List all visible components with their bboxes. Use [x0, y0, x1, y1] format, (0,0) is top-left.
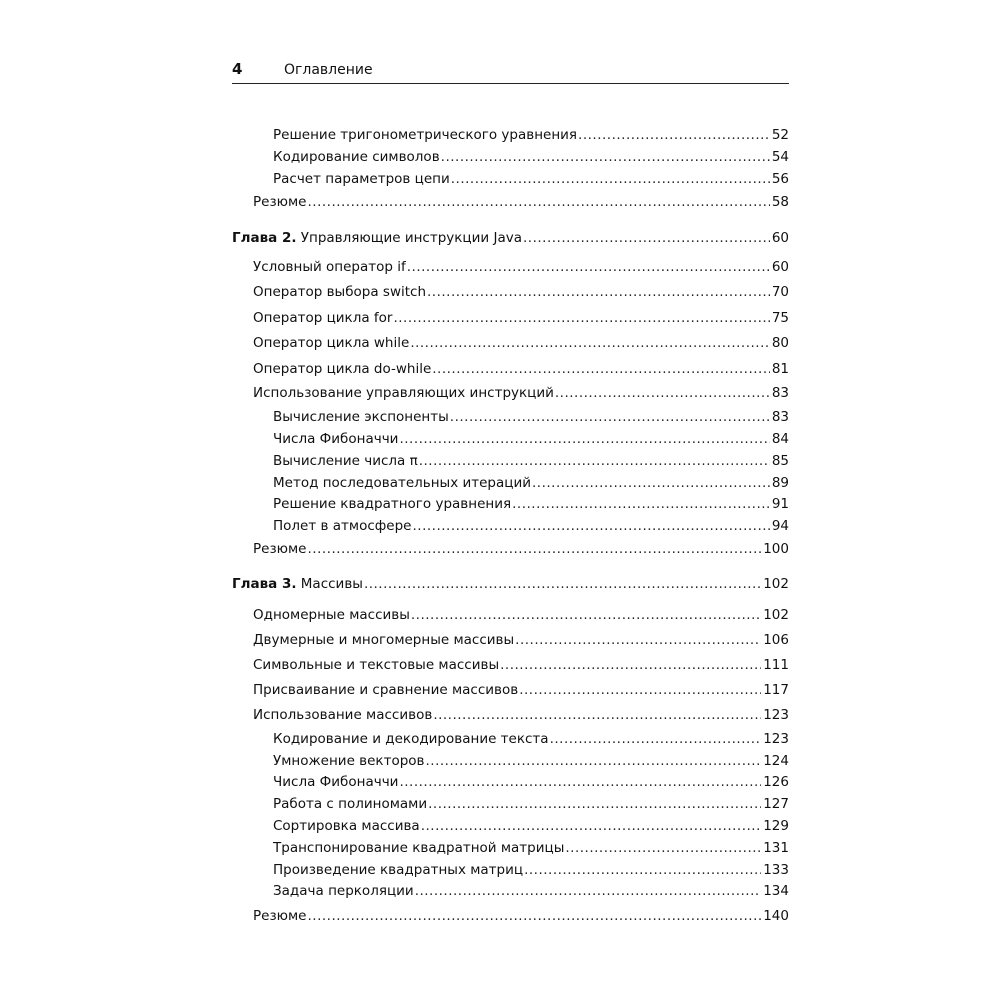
dot-leader [433, 707, 761, 723]
dot-leader [550, 731, 762, 747]
toc-entry-page: 89 [771, 475, 789, 491]
toc-entry-title: Символьные и текстовые массивы [253, 657, 500, 673]
toc-entry [232, 284, 789, 300]
toc-entry [232, 496, 789, 512]
toc-entry-label [273, 796, 428, 812]
dot-leader [578, 127, 770, 143]
page-number: 4 [232, 60, 243, 78]
toc-entry-page: 56 [771, 171, 789, 187]
dot-leader [532, 475, 770, 491]
toc-entry [232, 818, 789, 834]
toc-entry-title: Работа с полиномами [273, 796, 428, 812]
toc-entry-label [253, 335, 410, 351]
toc-entry-label [253, 259, 407, 275]
toc-entry-label [253, 361, 432, 377]
toc-entry-title: Сортировка массива [273, 818, 420, 834]
toc-entry [232, 883, 789, 899]
chapter-number: Глава 2. [232, 230, 297, 246]
toc-entry-title: Произведение квадратных матриц [273, 862, 524, 878]
dot-leader [555, 385, 770, 401]
toc-entry-title: Двумерные и многомерные массивы [253, 632, 515, 648]
dot-leader [428, 796, 761, 812]
toc-entry-label [253, 632, 515, 648]
dot-leader [451, 171, 770, 187]
toc-entry-label [273, 453, 419, 469]
toc-entry-page: 102 [763, 576, 789, 592]
toc-entry-title: Кодирование и декодирование текста [273, 731, 549, 747]
toc-entry-label [273, 149, 441, 165]
dot-leader [421, 818, 762, 834]
toc-entry-label [273, 475, 532, 491]
toc-entry-title: Расчет параметров цепи [273, 171, 450, 187]
toc-entry-label [232, 230, 523, 246]
toc-entry [232, 475, 789, 491]
toc-entry-label [273, 753, 426, 769]
dot-leader [519, 682, 761, 698]
dot-leader [512, 496, 770, 512]
toc-entry-title: Вычисление экспоненты [273, 409, 449, 425]
dot-leader [411, 607, 761, 623]
toc-entry-title: Оператор выбора switch [253, 284, 427, 300]
dot-leader [524, 862, 761, 878]
toc-entry-page: 70 [771, 284, 789, 300]
toc-entry-label [253, 194, 307, 210]
toc-entry-label [253, 385, 555, 401]
toc-entry-page: 123 [763, 707, 789, 723]
toc-entry-title: Одномерные массивы [253, 607, 410, 623]
dot-leader [419, 453, 770, 469]
toc-entry-page: 117 [763, 682, 789, 698]
toc-entry-label [273, 127, 578, 143]
toc-entry-title: Числа Фибоначчи [273, 431, 399, 447]
toc-entry-page: 58 [771, 194, 789, 210]
toc-entry-title: Управляющие инструкции Java [300, 230, 522, 246]
toc-entry-page: 75 [771, 310, 789, 326]
dot-leader [426, 753, 762, 769]
toc-entry-page: 111 [763, 657, 789, 673]
toc-entry-page: 124 [763, 753, 789, 769]
toc-entry-title: Кодирование символов [273, 149, 440, 165]
toc-entry-label [253, 908, 307, 924]
toc-entry [232, 127, 789, 143]
toc-entry-page: 140 [763, 908, 789, 924]
toc-entry-label [273, 171, 451, 187]
toc-entry [232, 753, 789, 769]
toc-entry [232, 774, 789, 790]
dot-leader [399, 774, 761, 790]
toc-entry [232, 518, 789, 534]
toc-entry-label [273, 883, 415, 899]
toc-entry [232, 731, 789, 747]
toc-entry-label [273, 496, 512, 512]
toc-entry-page: 91 [771, 496, 789, 512]
toc-entry [232, 335, 789, 351]
toc-entry-title: Решение квадратного уравнения [273, 496, 512, 512]
toc-entry-label [253, 707, 433, 723]
toc-entry-label [273, 409, 450, 425]
toc-entry-label [273, 774, 399, 790]
toc-entry-title: Оператор цикла for [253, 310, 393, 326]
toc-entry-title: Умножение векторов [273, 753, 425, 769]
toc-entry-page: 106 [763, 632, 789, 648]
toc-entry-page: 102 [763, 607, 789, 623]
dot-leader [515, 632, 761, 648]
toc-entry [232, 259, 789, 275]
toc-entry-title: Условный оператор if [253, 259, 406, 275]
toc-entry-label [253, 310, 393, 326]
toc-entry [232, 632, 789, 648]
toc-entry [232, 385, 789, 401]
chapter-number: Глава 3. [232, 576, 297, 592]
toc-entry-page: 84 [771, 431, 789, 447]
toc-entry-title: Задача перколяции [273, 883, 414, 899]
dot-leader [565, 840, 761, 856]
dot-leader [450, 409, 770, 425]
dot-leader [364, 576, 761, 592]
dot-leader [523, 230, 770, 246]
toc-page [232, 60, 789, 924]
dot-leader [415, 883, 762, 899]
toc-entry [232, 171, 789, 187]
toc-entry [232, 796, 789, 812]
dot-leader [393, 310, 769, 326]
toc-entry [232, 657, 789, 673]
toc-chapter-entry [232, 576, 789, 592]
toc-entry-page: 60 [771, 230, 789, 246]
toc-entry [232, 607, 789, 623]
toc-entry [232, 361, 789, 377]
toc-entry-title: Транспонирование квадратной матрицы [273, 840, 565, 856]
toc-entry-label [253, 657, 500, 673]
toc-entry [232, 840, 789, 856]
toc-entry-label [273, 731, 550, 747]
toc-entry-title: Числа Фибоначчи [273, 774, 399, 790]
toc-entry-page: 126 [763, 774, 789, 790]
dot-leader [307, 541, 761, 557]
toc-entry-page: 123 [763, 731, 789, 747]
toc-entry-label [232, 576, 364, 592]
dot-leader [441, 149, 770, 165]
dot-leader [432, 361, 770, 377]
dot-leader [500, 657, 761, 673]
toc-entry-page: 80 [771, 335, 789, 351]
toc-entry-page: 127 [763, 796, 789, 812]
dot-leader [407, 259, 770, 275]
toc-entry [232, 541, 789, 557]
toc-entry-title: Метод последовательных итераций [273, 475, 532, 491]
toc-entry-label [273, 431, 399, 447]
toc-entry-page: 81 [771, 361, 789, 377]
dot-leader [399, 431, 769, 447]
toc-entry-title: Присваивание и сравнение массивов [253, 682, 519, 698]
toc-entry-label [273, 840, 565, 856]
toc-entry-title: Использование массивов [253, 707, 433, 723]
toc-entry-page: 100 [763, 541, 789, 557]
toc-entry-title: Оператор цикла while [253, 335, 410, 351]
toc-entry-label [253, 284, 427, 300]
toc-entry [232, 310, 789, 326]
toc-entry [232, 908, 789, 924]
toc-entry-page: 83 [771, 385, 789, 401]
toc-entry-title: Решение тригонометрического уравнения [273, 127, 578, 143]
toc-entry-page: 52 [771, 127, 789, 143]
toc-entry [232, 149, 789, 165]
page-title: Оглавление [284, 62, 373, 78]
dot-leader [427, 284, 770, 300]
page-header [232, 60, 789, 84]
toc-entry-label [273, 862, 524, 878]
toc-entry [232, 409, 789, 425]
toc-entry-title: Вычисление числа π [273, 453, 418, 469]
toc-entry [232, 862, 789, 878]
dot-leader [307, 194, 769, 210]
toc-entry-page: 94 [771, 518, 789, 534]
toc-entry [232, 194, 789, 210]
toc-entry [232, 682, 789, 698]
toc-entry-title: Массивы [300, 576, 363, 592]
toc-entry-page: 83 [771, 409, 789, 425]
toc-entry-label [253, 541, 307, 557]
toc-entry-page: 60 [771, 259, 789, 275]
toc-list [232, 127, 789, 924]
toc-entry-page: 133 [763, 862, 789, 878]
toc-entry-title: Резюме [253, 194, 307, 210]
dot-leader [307, 908, 761, 924]
toc-entry-label [253, 607, 411, 623]
toc-entry-label [273, 818, 421, 834]
dot-leader [412, 518, 769, 534]
toc-entry-title: Использование управляющих инструкций [253, 385, 554, 401]
toc-entry-page: 85 [771, 453, 789, 469]
toc-entry-label [273, 518, 412, 534]
toc-entry-title: Полет в атмосфере [273, 518, 412, 534]
dot-leader [410, 335, 770, 351]
toc-entry-label [253, 682, 519, 698]
toc-entry [232, 707, 789, 723]
toc-chapter-entry [232, 230, 789, 246]
toc-entry-page: 129 [763, 818, 789, 834]
toc-entry [232, 453, 789, 469]
toc-entry [232, 431, 789, 447]
toc-entry-title: Резюме [253, 908, 307, 924]
toc-entry-page: 134 [763, 883, 789, 899]
toc-entry-page: 131 [763, 840, 789, 856]
toc-entry-title: Резюме [253, 541, 307, 557]
toc-entry-page: 54 [771, 149, 789, 165]
toc-entry-title: Оператор цикла do-while [253, 361, 432, 377]
